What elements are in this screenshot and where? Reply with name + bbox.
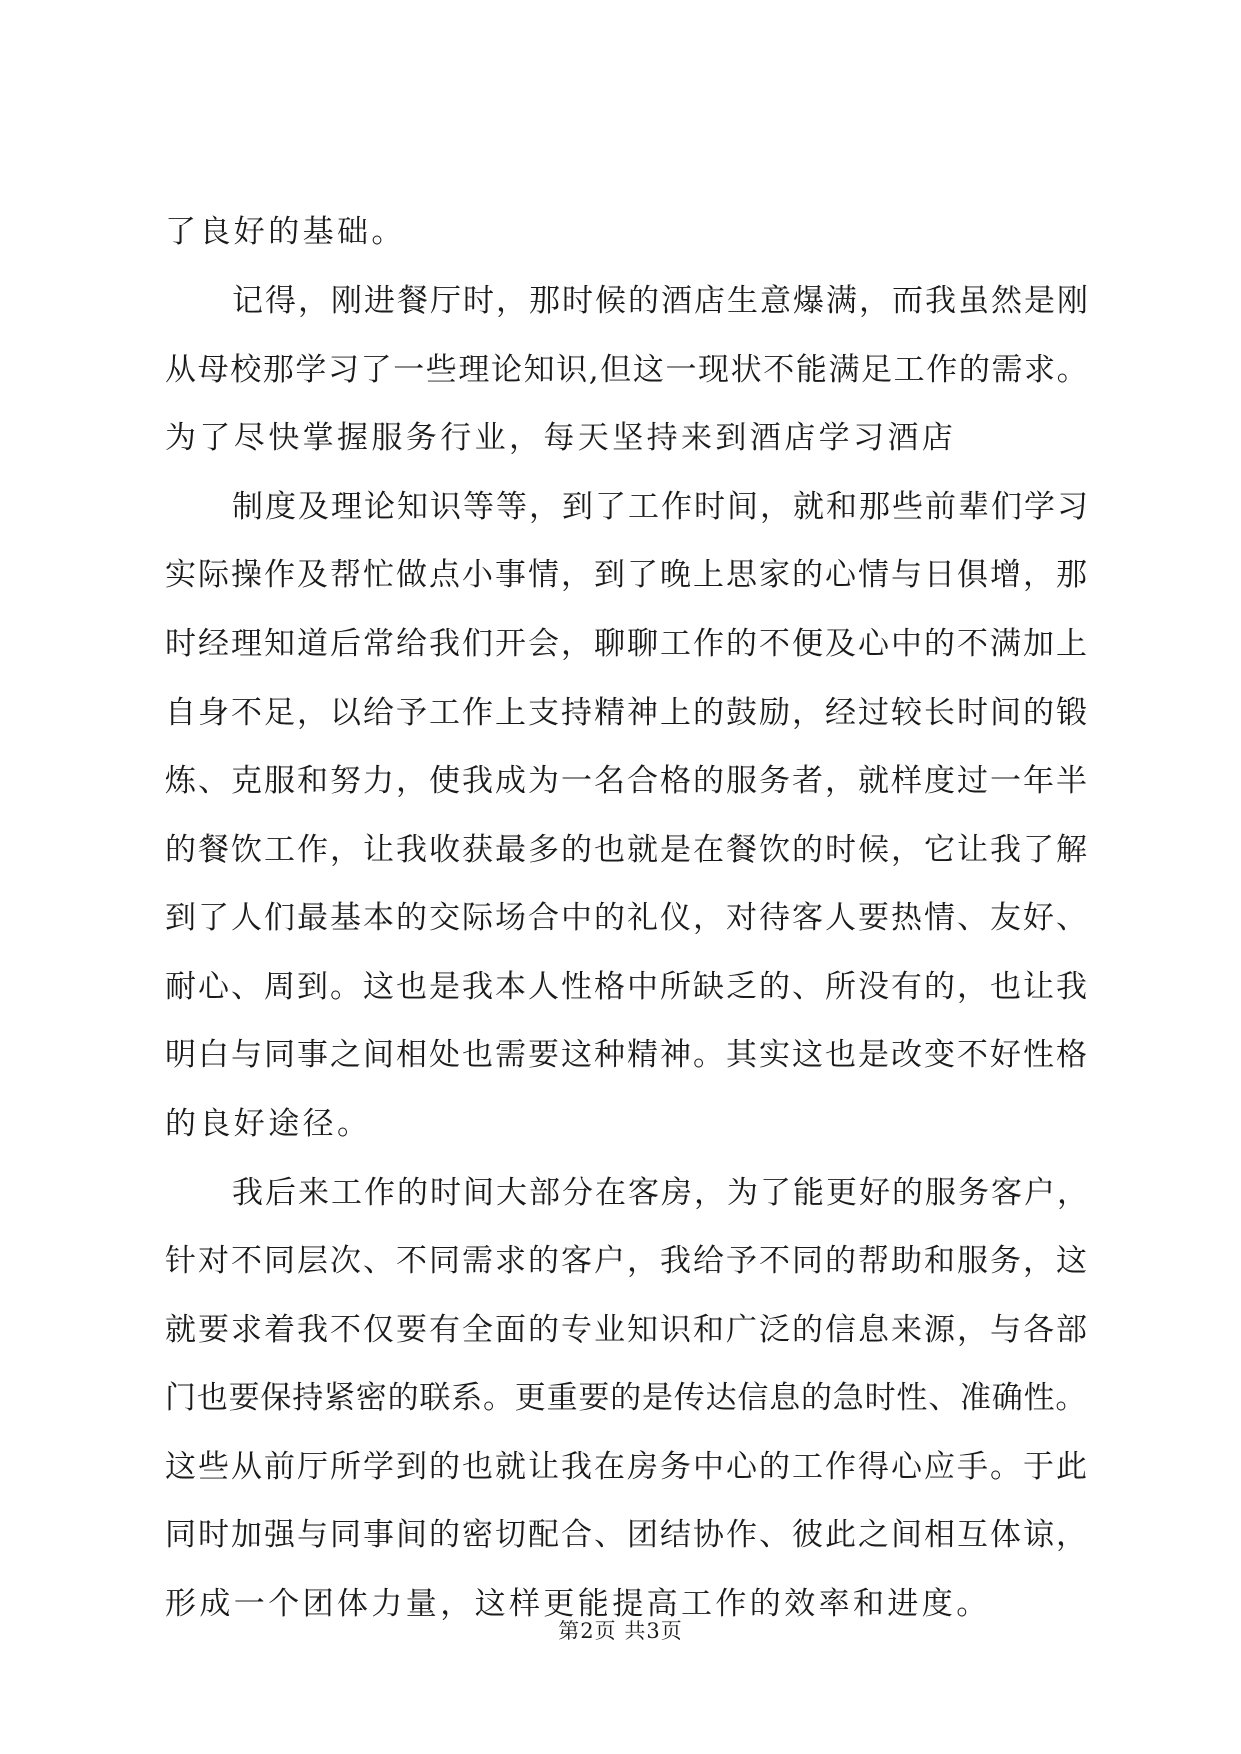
text-line: 我后来工作的时间大部分在客房，为了能更好的服务客户， <box>232 1175 1090 1211</box>
text-line: 时经理知道后常给我们开会，聊聊工作的不便及心中的不满加上 <box>165 626 1089 662</box>
page-footer: 第2页 共3页 <box>558 1619 683 1643</box>
text-line: 就要求着我不仅要有全面的专业知识和广泛的信息来源，与各部 <box>165 1312 1089 1348</box>
text-line: 记得，刚进餐厅时，那时候的酒店生意爆满，而我虽然是刚 <box>232 283 1090 319</box>
text-line: 了良好的基础。 <box>165 214 406 250</box>
text-line: 的良好途径。 <box>165 1106 372 1142</box>
text-line: 针对不同层次、不同需求的客户，我给予不同的帮助和服务，这 <box>165 1243 1089 1279</box>
text-line: 形成一个团体力量，这样更能提高工作的效率和进度。 <box>165 1586 991 1622</box>
text-line: 门也要保持紧密的联系。更重要的是传达信息的急时性、准确性。 <box>165 1380 1088 1416</box>
text-line: 制度及理论知识等等，到了工作时间，就和那些前辈们学习 <box>232 489 1090 525</box>
text-line: 自身不足，以给予工作上支持精神上的鼓励，经过较长时间的锻 <box>165 695 1089 731</box>
text-line: 明白与同事之间相处也需要这种精神。其实这也是改变不好性格 <box>165 1037 1089 1073</box>
text-line: 同时加强与同事间的密切配合、团结协作、彼此之间相互体谅， <box>165 1517 1089 1553</box>
text-line: 从母校那学习了一些理论知识,但这一现状不能满足工作的需求。 <box>165 352 1090 388</box>
text-line: 这些从前厅所学到的也就让我在房务中心的工作得心应手。于此 <box>165 1449 1089 1485</box>
text-line: 实际操作及帮忙做点小事情，到了晚上思家的心情与日俱增，那 <box>165 557 1089 593</box>
text-line: 的餐饮工作，让我收获最多的也就是在餐饮的时候，它让我了解 <box>165 832 1089 868</box>
text-line: 耐心、周到。这也是我本人性格中所缺乏的、所没有的，也让我 <box>165 969 1089 1005</box>
text-line: 为了尽快掌握服务行业，每天坚持来到酒店学习酒店 <box>165 420 957 456</box>
text-line: 炼、克服和努力，使我成为一名合格的服务者，就样度过一年半 <box>165 763 1089 799</box>
text-line: 到了人们最基本的交际场合中的礼仪，对待客人要热情、友好、 <box>165 900 1089 936</box>
